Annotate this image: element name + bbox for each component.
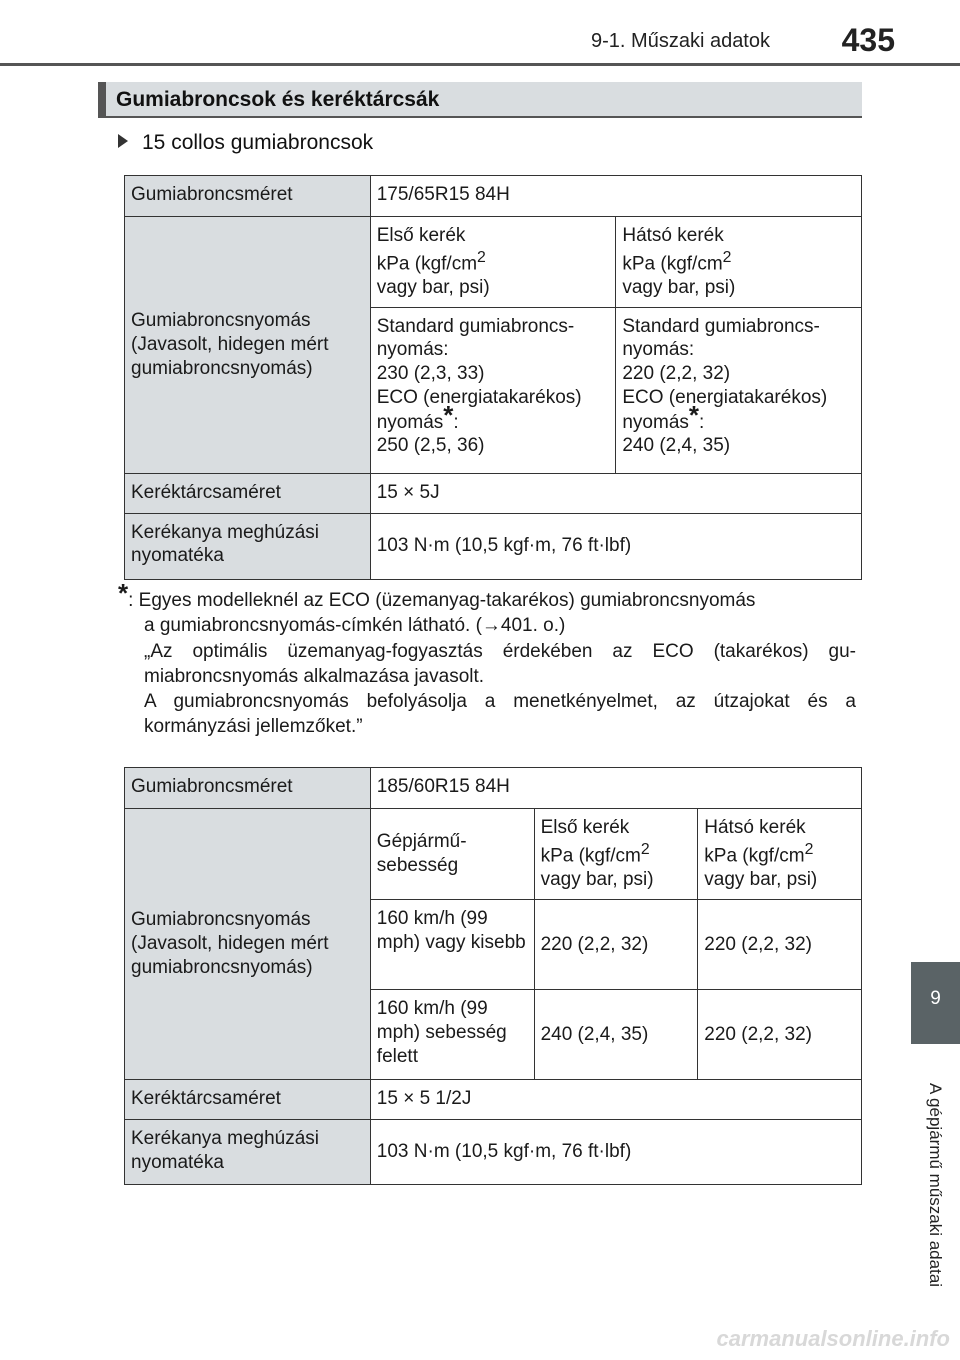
- footnote-line-3: „Az optimális üzemanyag-fogyasztás érdekében az ECO (takarékos) gu-miabroncsnyomás alkalmazása javasolt.: [144, 640, 856, 687]
- wheel-size-label: Keréktárcsaméret: [125, 473, 371, 513]
- footnote-star: *: [443, 399, 454, 430]
- footnote: [118, 578, 856, 740]
- running-header-section: 9-1. Műszaki adatok: [591, 30, 770, 52]
- tire-size-value: 185/60R15 84H: [370, 768, 861, 809]
- section-title-bar: [98, 82, 862, 118]
- footnote-line-1: *: Egyes modelleknél az ECO (üzemanyag-takarékos) gumiabroncsnyomás: [118, 578, 756, 611]
- torque-value: 103 N·m (10,5 kgf·m, 76 ft·lbf): [370, 1120, 861, 1185]
- rear-pressure-value: 220 (2,2, 32): [698, 990, 862, 1080]
- torque-value: 103 N·m (10,5 kgf·m, 76 ft·lbf): [370, 513, 861, 579]
- watermark: carmanualsonline.info: [716, 1326, 950, 1351]
- wheel-size-value: 15 × 5J: [370, 473, 861, 513]
- page-number: 435: [841, 22, 895, 58]
- pressure-label: Gumiabroncsnyomás (Javasolt, hidegen mért gumiabroncsnyomás): [125, 809, 371, 1080]
- wheel-size-value: 15 × 5 1/2J: [370, 1080, 861, 1120]
- front-wheel-header: Első kerék kPa ($kgf/cm^2$ vagy bar, psi): [534, 809, 698, 900]
- tire-size-label: Gumiabroncsméret: [125, 768, 371, 809]
- footnote-line-2: a gumiabroncsnyomás-címkén látható. (→401. o.): [144, 615, 566, 637]
- tire-spec-table-2: [124, 767, 862, 1185]
- wheel-size-label: Keréktárcsaméret: [125, 1080, 371, 1120]
- rear-wheel-header: Hátsó kerék kPa ($kgf/cm^2$ vagy bar, psi): [616, 217, 862, 308]
- tire-size-label: Gumiabroncsméret: [125, 176, 371, 217]
- footnote-marker: *: [118, 578, 129, 608]
- front-pressure-value: 220 (2,2, 32): [534, 900, 698, 990]
- footnote-star: *: [688, 399, 700, 430]
- rear-pressure-value: 220 (2,2, 32): [698, 900, 862, 990]
- speed-value: 160 km/h (99 mph) sebesség felett: [370, 990, 534, 1080]
- rear-pressure-values: Standard gumiabroncs- nyomás: 220 (2,2, 32) ECO (energiatakarékos) nyomás*: 240 (2,4, 35): [616, 307, 862, 473]
- front-pressure-value: 240 (2,4, 35): [534, 990, 698, 1080]
- rear-wheel-header: Hátsó kerék kPa ($kgf/cm^2$ vagy bar, psi): [698, 809, 862, 900]
- torque-label: Kerékanya meghúzási nyomatéka: [125, 513, 371, 579]
- tire-size-value: 175/65R15 84H: [370, 176, 861, 217]
- subheading-text: 15 collos gumiabroncsok: [142, 131, 374, 154]
- footnote-line-4: A gumiabroncsnyomás befolyásolja a menetkényelmet, az útzajokat és a kormányzási jellemzőket.”: [144, 691, 856, 738]
- triangle-bullet-icon: [118, 134, 128, 148]
- pressure-label: Gumiabroncsnyomás (Javasolt, hidegen mért gumiabroncsnyomás): [125, 217, 371, 474]
- speed-header: Gépjármű-sebesség: [370, 809, 534, 900]
- front-pressure-values: Standard gumiabroncs- nyomás: 230 (2,3, 33) ECO (energiatakarékos) nyomás*: 250 (2,5, 36): [370, 307, 616, 473]
- speed-value: 160 km/h (99 mph) vagy kisebb: [370, 900, 534, 990]
- torque-label: Kerékanya meghúzási nyomatéka: [125, 1120, 371, 1185]
- header-rule: [0, 63, 960, 66]
- section-title: Gumiabroncsok és keréktárcsák: [116, 88, 440, 111]
- chapter-tab: 9: [911, 962, 960, 1044]
- tire-spec-table-1: [124, 175, 862, 580]
- subheading: [118, 131, 373, 155]
- front-wheel-header: Első kerék kPa ($kgf/cm^2$ vagy bar, psi): [370, 217, 616, 308]
